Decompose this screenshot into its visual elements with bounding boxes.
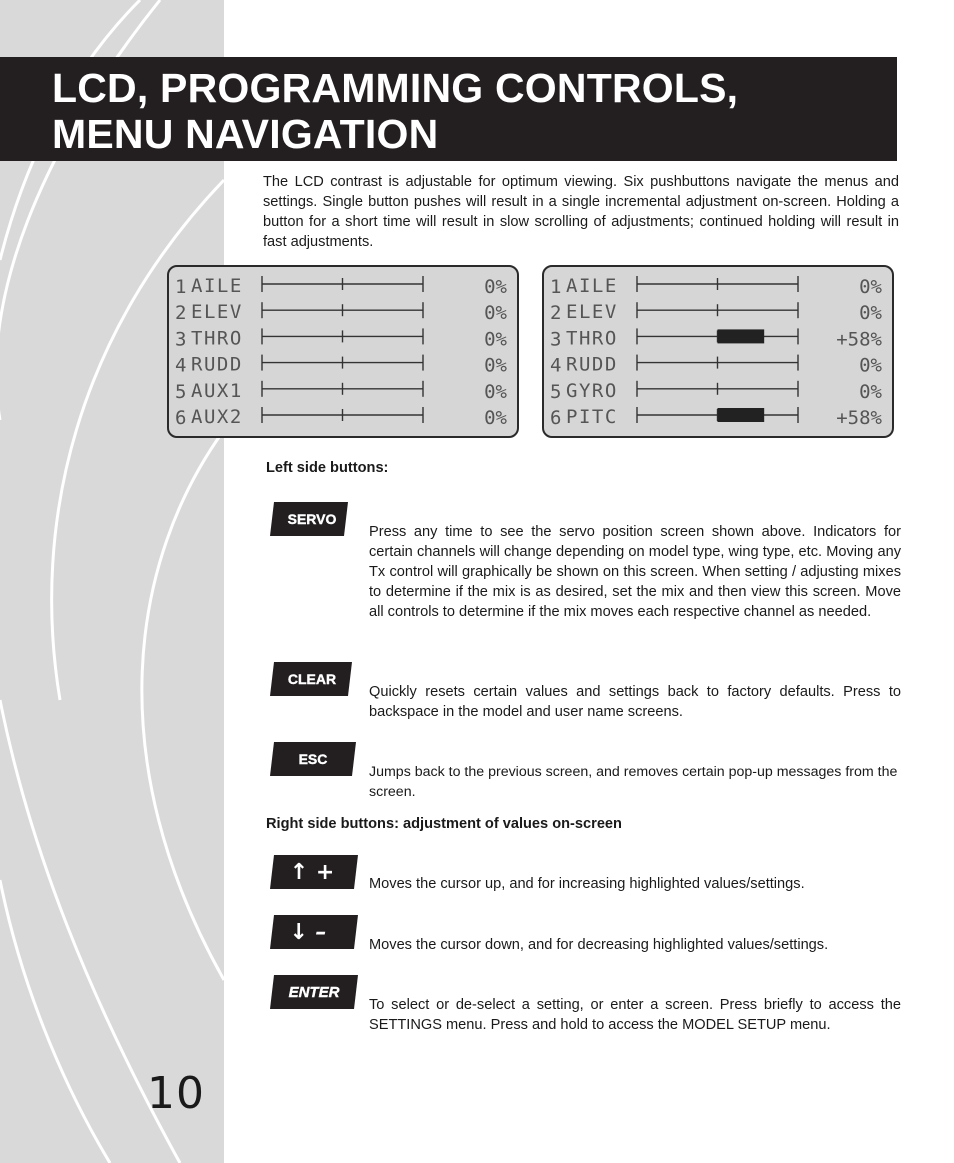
lcd-screen-left <box>167 265 519 438</box>
enter-button[interactable] <box>268 973 360 1011</box>
right-lcd-channel-name: PITC <box>566 406 618 428</box>
left-lcd-row <box>175 301 508 324</box>
left-lcd-channel-value: 0% <box>484 380 507 403</box>
left-lcd-channel-number: 1 <box>175 276 187 298</box>
left-lcd-channel-value: 0% <box>484 302 507 325</box>
left-lcd-row <box>175 275 508 298</box>
left-lcd-channel-number: 5 <box>175 380 187 403</box>
right-lcd-row <box>550 354 883 377</box>
lcd-screen-right <box>542 265 894 438</box>
lcd-left-display <box>169 267 517 436</box>
page-header <box>0 57 897 161</box>
right-lcd-channel-number: 6 <box>550 407 562 429</box>
right-lcd-bar-fill <box>718 408 765 422</box>
clear-button[interactable] <box>268 660 354 698</box>
right-lcd-channel-name: THRO <box>566 327 618 350</box>
page-title <box>52 65 738 157</box>
intro-paragraph: The LCD contrast is adjustable for optimum viewing. Six pushbuttons navigate the menus and settings. Single button pushes will result in a single incremental adjustment on-screen. Holding a button for a short time will result in slow scrolling of adjustments; continued holding will result in fast adjustments. <box>263 174 899 250</box>
lcd-right-display <box>544 267 892 436</box>
decorative-arcs <box>0 0 224 1163</box>
up-plus-button-label: ↑ + <box>289 860 335 885</box>
right-lcd-row <box>550 380 883 403</box>
left-lcd-row <box>175 380 508 403</box>
down-minus-description: Moves the cursor down, and for decreasing highlighted values/settings. <box>369 937 829 953</box>
right-lcd-channel-value: 0% <box>859 380 882 403</box>
right-lcd-row <box>550 275 883 298</box>
right-lcd-channel-number: 3 <box>550 328 562 351</box>
left-lcd-channel-name: THRO <box>191 327 243 350</box>
left-lcd-channel-number: 4 <box>175 354 187 377</box>
clear-button-label: CLEAR <box>287 671 337 687</box>
left-buttons-heading: Left side buttons: <box>266 460 389 476</box>
enter-description: To select or de-select a setting, or enter a screen. Press briefly to access the SETTINGS menu. Press and hold to access the MODEL SETUP menu. <box>369 997 901 1033</box>
left-lcd-row <box>175 327 508 350</box>
clear-description: Quickly resets certain values and settings back to factory defaults. Press to backspace in the model and user name screens. <box>369 684 901 720</box>
down-minus-button-label: ↓ – <box>289 920 327 945</box>
right-lcd-channel-name: AILE <box>566 275 618 297</box>
right-lcd-bar-fill <box>718 329 765 343</box>
servo-button-label: SERVO <box>287 511 337 527</box>
left-lcd-channel-number: 2 <box>175 302 187 325</box>
left-lcd-row <box>175 354 508 377</box>
left-lcd-channel-name: ELEV <box>191 301 243 324</box>
left-lcd-channel-name: AUX2 <box>191 406 243 428</box>
esc-description: Jumps back to the previous screen, and removes certain pop-up messages from the screen. <box>369 764 898 800</box>
left-lcd-channel-value: 0% <box>484 407 507 429</box>
left-lcd-channel-value: 0% <box>484 354 507 377</box>
right-lcd-channel-name: GYRO <box>566 379 618 402</box>
page-number: 10 <box>147 1068 205 1119</box>
page-title-line2: MENU NAVIGATION <box>52 111 439 157</box>
right-lcd-channel-name: RUDD <box>566 353 618 376</box>
servo-description: Press any time to see the servo position screen shown above. Indicators for certain channels will change depending on model type, wing type, etc. Moving any Tx control will graphically be shown on this screen. When setting / adjusting mixes to determine if the mix is as desired, set the mix and then view this screen. Move all controls to determine if the mix moves each respective channel as needed. <box>369 524 901 620</box>
right-lcd-channel-number: 4 <box>550 354 562 377</box>
right-buttons-heading: Right side buttons: adjustment of values on-screen <box>266 816 622 832</box>
sidebar-decoration <box>0 0 224 1163</box>
right-lcd-channel-name: ELEV <box>566 301 618 324</box>
esc-button-label: ESC <box>298 751 328 767</box>
right-lcd-row <box>550 406 883 429</box>
esc-button[interactable] <box>268 740 358 778</box>
left-lcd-channel-name: AILE <box>191 275 243 297</box>
right-lcd-channel-value: +58% <box>836 407 882 429</box>
up-plus-description: Moves the cursor up, and for increasing highlighted values/settings. <box>369 876 805 892</box>
right-lcd-row <box>550 327 883 350</box>
left-lcd-channel-value: 0% <box>484 328 507 351</box>
right-lcd-channel-value: 0% <box>859 276 882 298</box>
right-lcd-channel-value: 0% <box>859 354 882 377</box>
left-lcd-channel-number: 3 <box>175 328 187 351</box>
page-title-line1: LCD, PROGRAMMING CONTROLS, <box>52 65 739 111</box>
left-lcd-channel-number: 6 <box>175 407 187 429</box>
right-lcd-channel-number: 5 <box>550 380 562 403</box>
right-lcd-channel-number: 1 <box>550 276 562 298</box>
left-lcd-row <box>175 406 508 429</box>
right-lcd-row <box>550 301 883 324</box>
up-plus-button[interactable] <box>268 853 360 891</box>
enter-button-label: ENTER <box>288 984 340 1001</box>
right-lcd-channel-value: 0% <box>859 302 882 325</box>
left-lcd-channel-name: RUDD <box>191 353 243 376</box>
right-lcd-channel-number: 2 <box>550 302 562 325</box>
down-minus-button[interactable] <box>268 913 360 951</box>
left-lcd-channel-value: 0% <box>484 276 507 298</box>
servo-button[interactable] <box>268 500 350 538</box>
left-lcd-channel-name: AUX1 <box>191 379 243 402</box>
right-lcd-channel-value: +58% <box>836 328 882 351</box>
